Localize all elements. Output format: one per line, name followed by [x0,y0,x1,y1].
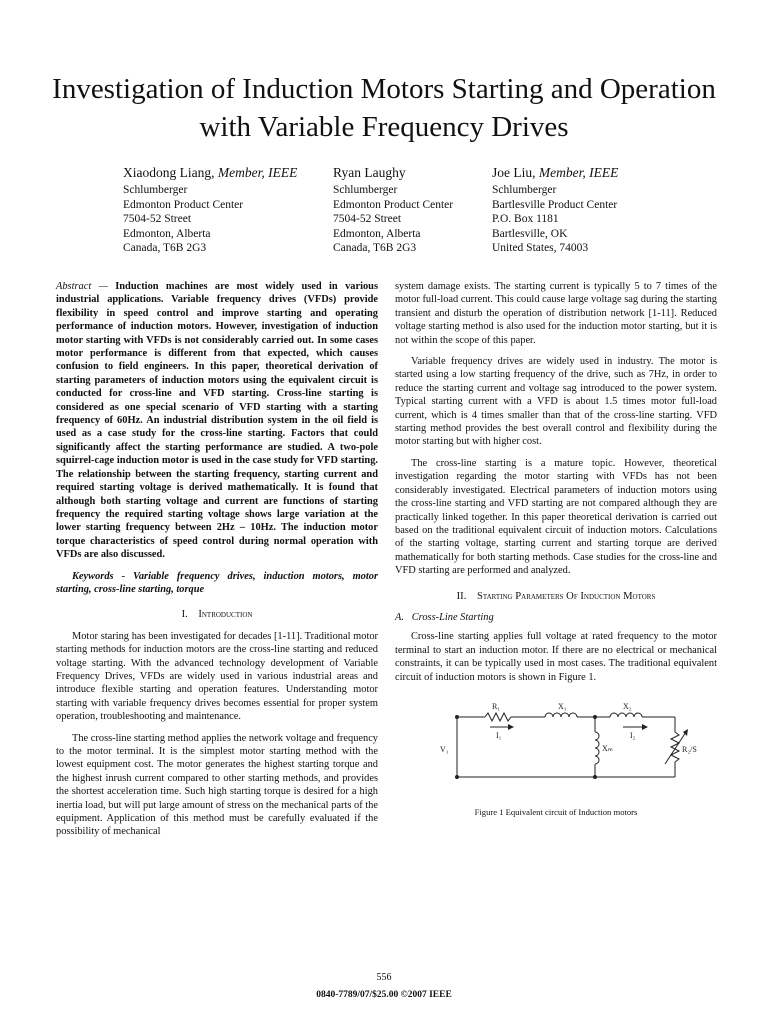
right-column [395,280,717,819]
subsection-heading-cross-line: A. Cross-Line Starting [395,611,494,623]
affiliation-line: Canada, T6B 2G3 [333,242,417,254]
keywords [56,570,378,597]
intro-paragraph-1: Motor staring has been investigated for decades [1-11]. Traditional motor starting methods for induction motors are the cross-line starting and reduced voltage starting. With the advanced technology development of Variable Frequency Drives, VFDs are widely used in various industrial areas and introduce flexible starting and operation features. Understanding motor starting with variable frequency drives becomes essential for proper system operation, troubleshooting and maintenance. [56,630,378,723]
affiliation-line: P.O. Box 1181 [492,213,559,225]
intro-paragraph-2: The cross-line starting method applies the network voltage and frequency to the motor terminal. It is the simplest motor starting method with the lowest equipment cost. The motor generates the highest starting torque and the highest inrush current compared to other starting methods, and provides the shortest acceleration time. Such high starting torque is desired for a high inertia load, but will put large amount of stress on the mechanical parts of the equipment. Application of this method must be carefully evaluated if the possibility of mechanical [56,732,378,838]
label-v1: V₁ [440,744,449,754]
keywords-text: Variable frequency drives, induction motors, motor starting, cross-line starting, torque [56,570,378,595]
label-xm: Xₘ [602,743,613,753]
author-name: Joe Liu, Member, IEEE [492,165,619,180]
copyright-line: 0840-7789/07/$25.00 ©2007 IEEE [316,990,452,1000]
section-heading-starting-parameters: II. Starting Parameters Of Induction Motors [456,590,656,602]
section-heading-introduction: I. Introduction [181,609,253,621]
affiliation-line: Edmonton Product Center [123,198,244,211]
body-paragraph-1: system damage exists. The starting current is typically 5 to 7 times of the motor full-load current. This could cause large voltage sag during the starting transient and disturb the operation of distribution network [1-11]. Reduced voltage starting method is also used for the induction motor starting, but it is not within the scope of this paper. [395,281,717,346]
abstract-label: Abstract — [56,281,108,292]
label-i2: I₂ [630,730,636,740]
affiliation-line: Bartlesville Product Center [492,198,618,211]
affiliation-line: Bartlesville, OK [492,227,568,240]
affiliation-line: 7504-52 Street [333,213,402,225]
affiliation-line: Schlumberger [492,184,557,196]
affiliation-line: United States, 74003 [492,242,589,254]
body-paragraph-2: Variable frequency drives are widely used in industry. The motor is started using a low starting frequency of the drive, such as 7Hz, in order to reduce the starting current and voltage sag introduced to the power system. Typical starting current with a VFD is about 1.5 times motor full-load current, which is 4 times smaller than that of the cross-line starting. VFD starting method provides the best overall control and flexibility during the motor starting but with higher cost. [395,356,717,448]
affiliation-line: Canada, T6B 2G3 [123,242,207,254]
body-paragraph-3: The cross-line starting is a mature topic. However, theoretical investigation regarding the motor starting with VFDs has not been considerably investigated. Electrical parameters of induction motors using the cross-line starting and VFD starting are not compared although they are practically linked together. In this paper theoretical derivation is carried out based on the traditional equivalent circuit of induction motors. Calculations of the starting voltage, starting current and starting torque are derived mathematically for both starting methods. Case studies for the cross-line and VFD starting are performed and analyzed. [395,457,717,577]
affiliation-line: Edmonton, Alberta [123,227,211,240]
author-2 [333,164,453,256]
affiliation-line: Schlumberger [123,184,188,196]
keywords-label: Keywords - [72,570,126,582]
page-number: 556 [376,972,392,983]
label-x1: X₁ [558,701,567,711]
abstract [56,280,378,562]
affiliation-line: 7504-52 Street [123,213,192,225]
affiliation-line: Edmonton Product Center [333,198,454,211]
affiliation-line: Schlumberger [333,184,398,196]
author-name: Xiaodong Liang, Member, IEEE [123,165,298,180]
author-1 [123,164,297,256]
label-r1: R₁ [492,701,501,711]
label-r2-over-s: R₂/S [682,744,697,754]
author-3 [492,164,618,256]
paper-title: Investigation of Induction Motors Starting and Operation with Variable Frequency Drives [52,73,716,143]
section-a-paragraph: Cross-line starting applies full voltage at rated frequency to the motor terminal to start an induction motor. If there are no electrical or mechanical constraints, it can be typically used in most cases. The traditional equivalent circuit of induction motors is shown in Figure 1. [395,631,717,683]
left-column [56,280,378,847]
figure-1 [395,692,717,819]
affiliation-line: Edmonton, Alberta [333,227,421,240]
author-name: Ryan Laughy [333,165,406,180]
label-x2: X₂ [623,701,632,711]
equivalent-circuit-diagram [395,692,717,802]
label-i1: I₁ [496,730,502,740]
figure-caption: Figure 1 Equivalent circuit of Induction motors [474,806,638,817]
abstract-text: Induction machines are most widely used in various industrial applications. Variable frequency drives (VFDs) provide flexibility in speed control and improve starting and operating performance of induction motors. However, investigation of induction motor starting with VFDs is not considerably carried out. In some cases motor performance is different from that expected, which causes confusion to field engineers. In this paper, theoretical derivation of starting parameters of induction motors using the equivalent circuit is conducted for cross-line and VFD starting. Cross-line starting is considered as one special scenario of VFD starting with a starting frequency of 60Hz. An industrial distribution system in the oil field is used as a case study for the cross-line starting. Factors that could significantly affect the starting performance are studied. A two-pole squirrel-cage induction motor is used in the case study for VFD starting. The relationship between the starting frequency, starting current and required starting voltage is derived mathematically. It is found that although both starting voltage and current are functions of starting frequency the required starting voltage shows large variation at the lower starting frequency between 2Hz – 10Hz. The induction motor torque characteristics of speed control during normal operation with VFDs are also discussed. [56,281,378,561]
